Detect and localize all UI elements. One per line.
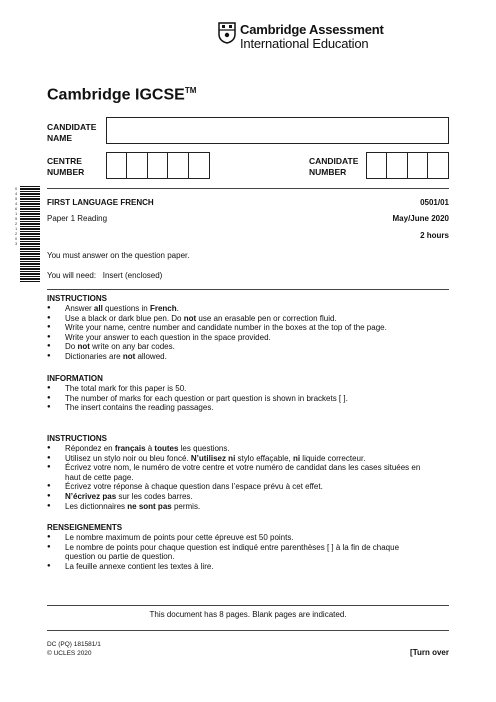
- barcode: [20, 186, 40, 282]
- centre-number-field[interactable]: [106, 152, 210, 179]
- list-item: ● N’écrivez pas sur les codes barres.: [47, 492, 425, 502]
- list-item: ● Do not write on any bar codes.: [47, 342, 425, 352]
- org-name-line1: Cambridge Assessment: [240, 22, 384, 37]
- document-reference: DC (PQ) 181581/1: [47, 641, 101, 648]
- candidate-name-label: CANDIDATE NAME: [47, 122, 97, 143]
- list-item: ● Les dictionnaires ne sont pas permis.: [47, 502, 425, 512]
- list-item: ● Use a black or dark blue pen. Do not use an erasable pen or correction fluid.: [47, 314, 425, 324]
- instructions-fr-heading: INSTRUCTIONS: [47, 434, 107, 443]
- subject-name: FIRST LANGUAGE FRENCH: [47, 198, 154, 207]
- list-item: ● La feuille annexe contient les textes à lire.: [47, 562, 425, 572]
- list-item: ● Le nombre maximum de points pour cette épreuve est 50 points.: [47, 533, 425, 543]
- instructions-fr-list: [47, 444, 425, 511]
- list-item: ● Écrivez votre réponse à chaque question dans l’espace prévu à cet effet.: [47, 482, 425, 492]
- page-count-note: This document has 8 pages. Blank pages are indicated.: [149, 610, 347, 619]
- turn-over-label: [Turn over: [410, 648, 449, 657]
- cambridge-shield-icon: [218, 22, 236, 44]
- divider: [47, 630, 449, 631]
- exam-session: May/June 2020: [392, 214, 449, 223]
- centre-number-label: CENTRE NUMBER: [47, 156, 85, 177]
- instructions-heading: INSTRUCTIONS: [47, 294, 107, 303]
- list-item: ● Répondez en français à toutes les questions.: [47, 444, 425, 454]
- exam-duration: 2 hours: [420, 231, 449, 240]
- candidate-name-field[interactable]: [106, 117, 449, 144]
- barcode-digits: 0 4 5 4 6 1 5 2 1 2 0 3: [15, 186, 18, 246]
- divider: [47, 188, 449, 189]
- list-item: ● Dictionaries are not allowed.: [47, 352, 425, 362]
- list-item: ● Écrivez votre nom, le numéro de votre centre et votre numéro de candidat dans les cases situées en haut de cette page.: [47, 463, 425, 482]
- renseignements-list: [47, 533, 425, 571]
- copyright: © UCLES 2020: [47, 650, 92, 657]
- instructions-list: [47, 304, 425, 362]
- information-list: [47, 384, 425, 413]
- list-item: ● Write your answer to each question in the space provided.: [47, 333, 425, 343]
- divider: [47, 605, 449, 606]
- list-item: ● The total mark for this paper is 50.: [47, 384, 425, 394]
- candidate-number-field[interactable]: [366, 152, 449, 179]
- list-item: ● Answer all questions in French.: [47, 304, 425, 314]
- list-item: ● The number of marks for each question or part question is shown in brackets [ ].: [47, 394, 425, 404]
- answer-note: You must answer on the question paper.: [47, 251, 190, 260]
- materials-needed: You will need: Insert (enclosed): [47, 271, 163, 280]
- divider: [47, 289, 449, 290]
- information-heading: INFORMATION: [47, 374, 103, 383]
- syllabus-code: 0501/01: [420, 198, 449, 207]
- page-title: Cambridge IGCSE™: [47, 86, 197, 104]
- list-item: ● Write your name, centre number and candidate number in the boxes at the top of the page.: [47, 323, 425, 333]
- candidate-number-label: CANDIDATE NUMBER: [309, 156, 359, 177]
- list-item: ● Utilisez un stylo noir ou bleu foncé. N’utilisez ni stylo effaçable, ni liquide correcteur.: [47, 454, 425, 464]
- org-name-line2: International Education: [240, 36, 369, 51]
- list-item: ● The insert contains the reading passages.: [47, 403, 425, 413]
- renseignements-heading: RENSEIGNEMENTS: [47, 523, 123, 532]
- list-item: ● Le nombre de points pour chaque question est indiqué entre parenthèses [ ] à la fin de chaque question ou partie de question.: [47, 543, 425, 562]
- paper-component: Paper 1 Reading: [47, 214, 108, 223]
- trademark: TM: [184, 86, 197, 95]
